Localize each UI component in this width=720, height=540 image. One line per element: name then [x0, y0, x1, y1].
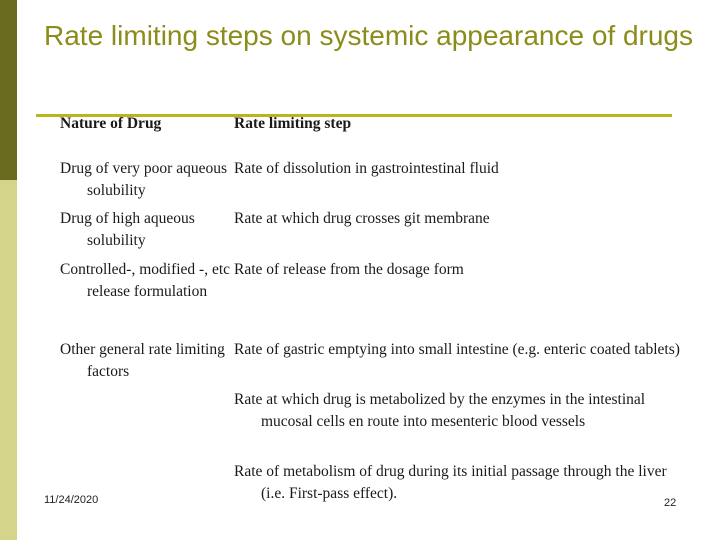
row-1-step: Rate of dissolution in gastrointestinal fluid — [234, 160, 499, 177]
header-rate-limiting-step: Rate limiting step — [234, 115, 352, 132]
row-4-step-3: Rate of metabolism of drug during its initial passage through the liver (i.e. First-pass effect). — [234, 463, 667, 502]
footer-date: 11/24/2020 — [44, 494, 99, 506]
row-3-step: Rate of release from the dosage form — [234, 261, 464, 278]
row-4-step-1: Rate of gastric emptying into small intestine (e.g. enteric coated tablets) — [234, 341, 680, 358]
row-3-nature: Controlled-, modified -, etc release formulation — [60, 261, 231, 300]
footer-page-number: 22 — [664, 497, 677, 509]
row-4-step-2: Rate at which drug is metabolized by the enzymes in the intestinal mucosal cells en route into mesenteric blood vessels — [234, 391, 646, 430]
row-4-nature: Other general rate limiting factors — [60, 341, 225, 380]
sidebar-accent-dark — [0, 0, 17, 180]
row-1-nature: Drug of very poor aqueous solubility — [60, 160, 228, 199]
sidebar-accent-light — [0, 180, 17, 540]
slide-title: Rate limiting steps on systemic appearance of drugs — [44, 20, 693, 51]
row-2-step: Rate at which drug crosses git membrane — [234, 210, 490, 227]
header-nature-of-drug: Nature of Drug — [60, 115, 162, 132]
row-2-nature: Drug of high aqueous solubility — [60, 210, 195, 249]
